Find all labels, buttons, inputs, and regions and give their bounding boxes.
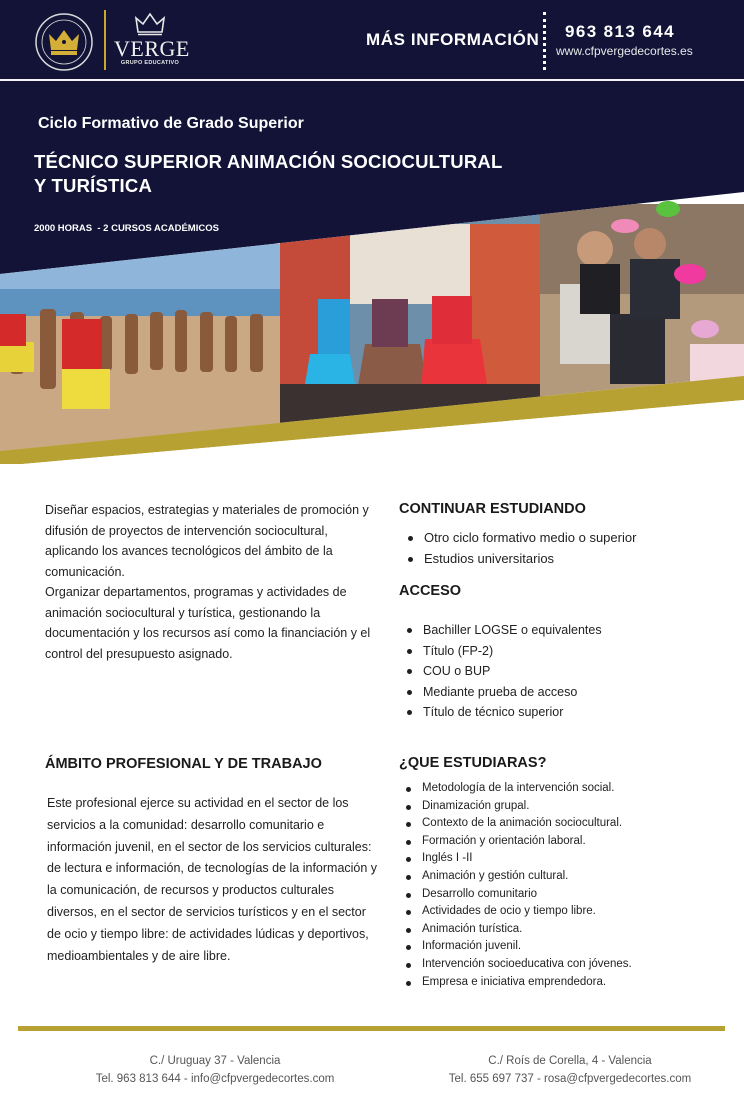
list-item: Bachiller LOGSE o equivalentes [399,620,602,641]
hero-hours: 2000 HORAS - 2 CURSOS ACADÉMICOS [34,223,219,234]
estudiaras-title: ¿QUE ESTUDIARAS? [399,755,547,771]
list-item: Metodología de la intervención social. [398,780,632,798]
more-info-label: MÁS INFORMACIÓN [366,30,540,49]
list-item: Empresa e iniciativa emprendedora. [398,974,632,992]
list-item: Animación y gestión cultural. [398,868,632,886]
intro-paragraph-1: Diseñar espacios, estrategias y materiales de promoción y difusión de proyectos de intervención sociocultural, aplicando los avances tecnológicos del ámbito de la comunicación. [45,503,369,579]
footer-left-address: C./ Uruguay 37 - Valencia [149,1055,281,1067]
list-item: Título de técnico superior [399,702,602,723]
list-item: Información juvenil. [398,938,632,956]
logo-subtitle: GRUPO EDUCATIVO [120,60,180,66]
list-item: Animación turística. [398,921,632,939]
continuar-list [400,528,636,569]
hero-title [34,150,554,198]
list-item: Otro ciclo formativo medio o superior [400,528,636,549]
logo-divider [104,10,106,70]
footer-right-phone-email[interactable]: Tel. 655 697 737 - rosa@cfpvergedecortes.com [448,1073,692,1085]
footer-right-contact [420,1052,720,1088]
intro-paragraph-2: Organizar departamentos, programas y actividades de animación sociocultural y turística, gestionando la documentación y los recursos así como la financiación y el control del presupuesto asignado. [45,585,371,661]
acceso-title: ACCESO [399,583,462,599]
hero-subtitle: Ciclo Formativo de Grado Superior [38,115,304,132]
list-item: Desarrollo comunitario [398,886,632,904]
list-item: Inglés I -II [398,850,632,868]
hero-title-line1: TÉCNICO SUPERIOR ANIMACIÓN SOCIOCULTURAL [34,151,503,172]
list-item: Dinamización grupal. [398,798,632,816]
estudiaras-list [398,780,632,991]
list-item: Actividades de ocio y tiempo libre. [398,903,632,921]
hero-banner [0,84,744,464]
acceso-list [399,620,602,723]
logo-name: VERGE [114,36,190,61]
list-item: COU o BUP [399,661,602,682]
crown-icon [134,12,166,36]
crown-seal-icon [34,12,94,72]
list-item: Título (FP-2) [399,641,602,662]
footer-right-address: C./ Roís de Corella, 4 - Valencia [488,1055,652,1067]
footer-left-phone-email[interactable]: Tel. 963 813 644 - info@cfpvergedecortes.com [95,1073,335,1085]
footer-left-contact [60,1052,370,1088]
list-item: Formación y orientación laboral. [398,833,632,851]
footer-rule [18,1026,725,1031]
ambito-text: Este profesional ejerce su actividad en el sector de los servicios a la comunidad: desarrollo comunitario e información juvenil, en el sector de los servicios culturales: de lectura e información, de tecnologías de la información y la comunicación, de recursos y productos culturales diversos, en el sector de servicios turísticos y en el sector de ocio y tiempo libre: de actividades lúdicas y deportivos, medioambientales y de aire libre. [47,796,378,963]
list-item: Contexto de la animación sociocultural. [398,815,632,833]
continuar-title: CONTINUAR ESTUDIANDO [399,501,586,517]
list-item: Mediante prueba de acceso [399,682,602,703]
ambito-title: ÁMBITO PROFESIONAL Y DE TRABAJO [45,756,322,772]
hero-title-line2: Y TURÍSTICA [34,175,153,196]
header-bar [0,0,744,84]
header-phone[interactable]: 963 813 644 [565,22,675,41]
dotted-divider [543,12,546,70]
hero-graphic [0,84,744,464]
list-item: Intervención socioeducativa con jóvenes. [398,956,632,974]
header-rule [0,79,744,81]
list-item: Estudios universitarios [400,549,636,570]
header-website-link[interactable]: www.cfpvergedecortes.es [556,44,693,58]
